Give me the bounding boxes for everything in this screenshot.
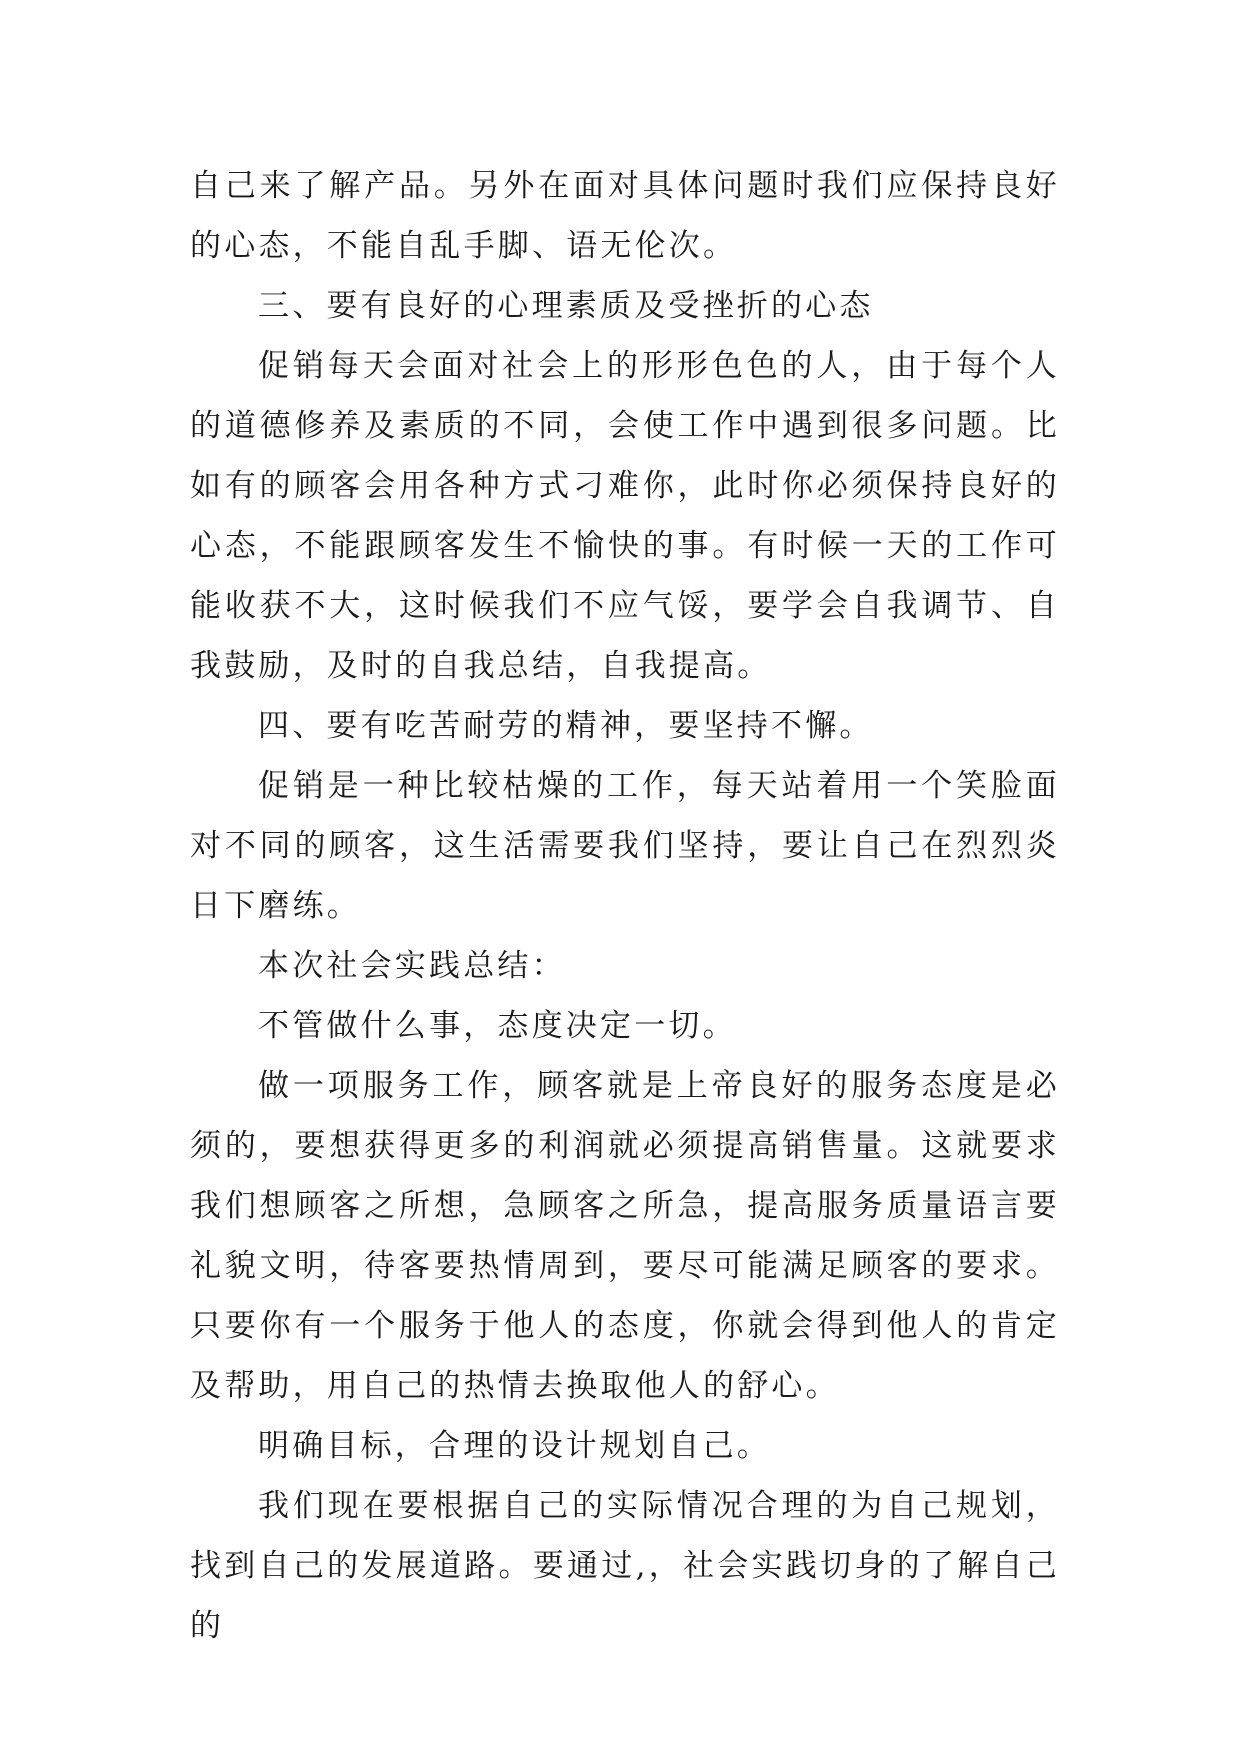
paragraph: 促销是一种比较枯燥的工作，每天站着用一个笑脸面对不同的顾客，这生活需要我们坚持，要让自己在烈烈炎日下磨练。 — [190, 768, 1060, 924]
paragraph: 促销每天会面对社会上的形形色色的人，由于每个人的道德修养及素质的不同，会使工作中遇到很多问题。比如有的顾客会用各种方式刁难你，此时你必须保持良好的心态，不能跟顾客发生不愉快的事。有时候一天的工作可能收获不大，这时候我们不应气馁，要学会自我调节、自我鼓励，及时的自我总结，自我提高。 — [190, 348, 1060, 684]
paragraph-continuation: 自己来了解产品。另外在面对具体问题时我们应保持良好的心态，不能自乱手脚、语无伦次。 — [190, 168, 1060, 264]
paragraph: 我们现在要根据自己的实际情况合理的为自己规划，找到自己的发展道路。要通过,，社会实践切身的了解自己的 — [190, 1488, 1060, 1644]
paragraph: 做一项服务工作，顾客就是上帝良好的服务态度是必须的，要想获得更多的利润就必须提高销售量。这就要求我们想顾客之所想，急顾客之所急，提高服务质量语言要礼貌文明，待客要热情周到，要尽可能满足顾客的要求。只要你有一个服务于他人的态度，你就会得到他人的肯定及帮助，用自己的热情去换取他人的舒心。 — [190, 1068, 1060, 1404]
document-body — [190, 156, 1060, 1656]
paragraph: 明确目标，合理的设计规划自己。 — [258, 1428, 771, 1464]
summary-heading: 本次社会实践总结： — [258, 948, 566, 984]
paragraph: 不管做什么事，态度决定一切。 — [258, 1008, 737, 1044]
section-heading-4: 四、要有吃苦耐劳的精神，要坚持不懈。 — [258, 708, 874, 744]
section-heading-3: 三、要有良好的心理素质及受挫折的心态 — [258, 288, 874, 324]
